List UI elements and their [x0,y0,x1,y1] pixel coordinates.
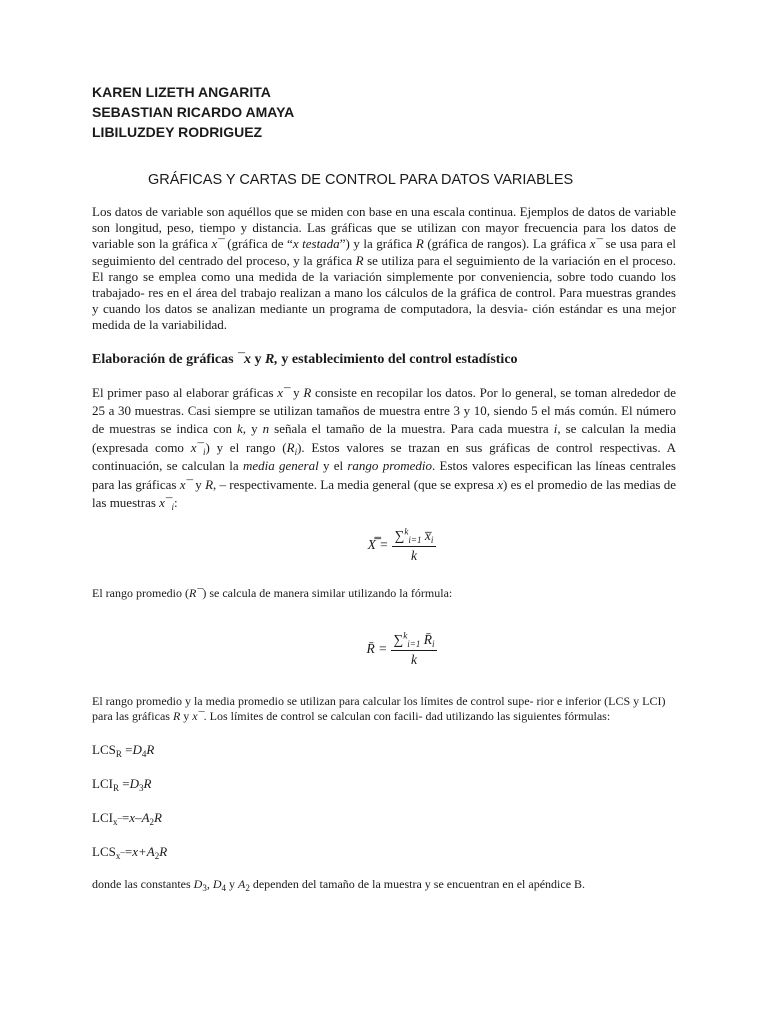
average-range-intro: El rango promedio (R¯) se calcula de manera similar utilizando la fórmula: [92,586,453,601]
procedure-paragraph: El primer paso al elaborar gráficas x¯ y R consiste en recopilar los datos. Por lo general, se toman alrededor de 25 a 30 muestras. Casi siempre se utilizan tamaños de muestra entre 3 y 10, siendo 5 el más común. El número de muestras se indica con k, y n señala el tamaño de la muestra. Para cada muestra i, se calculan la media (expresada como $x¯_i$) y el rango $(R_i)$. Estos valores se trazan en sus gráficas de control respectivas. A continuación, se calculan la media general y el rango promedio. Estos valores especifican las líneas centrales para las gráficas x¯ y R, – respectivamente. La media general (que se expresa x) es el promedio de las medias de las muestras $x¯_i$: [92,384,677,513]
lci-r-formula: $LCI_R =D_3R$ [92,775,152,793]
average-range-formula: R̄ = $\frac{\sum^k_{i=1} R̄_i}{k}$ [128,632,676,668]
grand-mean-formula: X̿ = $\frac{\sum^k_{i=1} x̅_i}{k}$ [128,528,676,564]
intro-paragraph: Los datos de variable son aquéllos que se miden con base en una escala continua. Ejemplos de datos de variable son longitud, peso, tiempo y distancia. Las gráficas que se utilizan con mayor frecuencia para los datos de variable son la gráfica x¯ (gráfica de “x testada”) y la gráfica R (gráfica de rangos). La gráfica x¯ se usa para el seguimiento del centrado del proceso, y la gráfica R se utiliza para el seguimiento de la variación en el proceso. El rango se emplea como una medida de la variación simplemente por conveniencia, sobre todo cuando los trabajado- res en el área del trabajo realizan a mano los cálculos de la gráfica de control. Para muestras grandes y cuando los datos se analizan mediante un programa de computadora, la desvia- ción estándar es una mejor medida de la variabilidad. [92,204,676,333]
document-page [92,82,676,892]
lci-x-formula: $LCI_{x¯}=x-A_2R$ [92,809,162,827]
section-heading: Elaboración de gráficas ¯x y R, y establecimiento del control estadístico [92,351,518,367]
lcs-r-formula: $LCS_R =D_4R$ [92,741,155,759]
constants-note: donde las constantes $D_3$, $D_4$ y $A_2$ dependen del tamaño de la muestra y se encuentran en el apéndice B. [92,876,586,893]
control-limits-paragraph: El rango promedio y la media promedio se utilizan para calcular los límites de control supe- rior e inferior (LCS y LCI) para las gráficas R y x¯. Los límites de control se calculan con facili- dad utilizando las siguientes fórmulas: [92,693,666,724]
author-name: KAREN LIZETH ANGARITA [92,84,271,100]
author-name: LIBILUZDEY RODRIGUEZ [92,124,263,140]
author-name: SEBASTIAN RICARDO AMAYA [92,104,295,120]
lcs-x-formula: $LCS_{x¯}=x+A_2R$ [92,843,168,861]
author-list [92,82,676,142]
document-title: GRÁFICAS Y CARTAS DE CONTROL PARA DATOS VARIABLES [148,172,574,188]
